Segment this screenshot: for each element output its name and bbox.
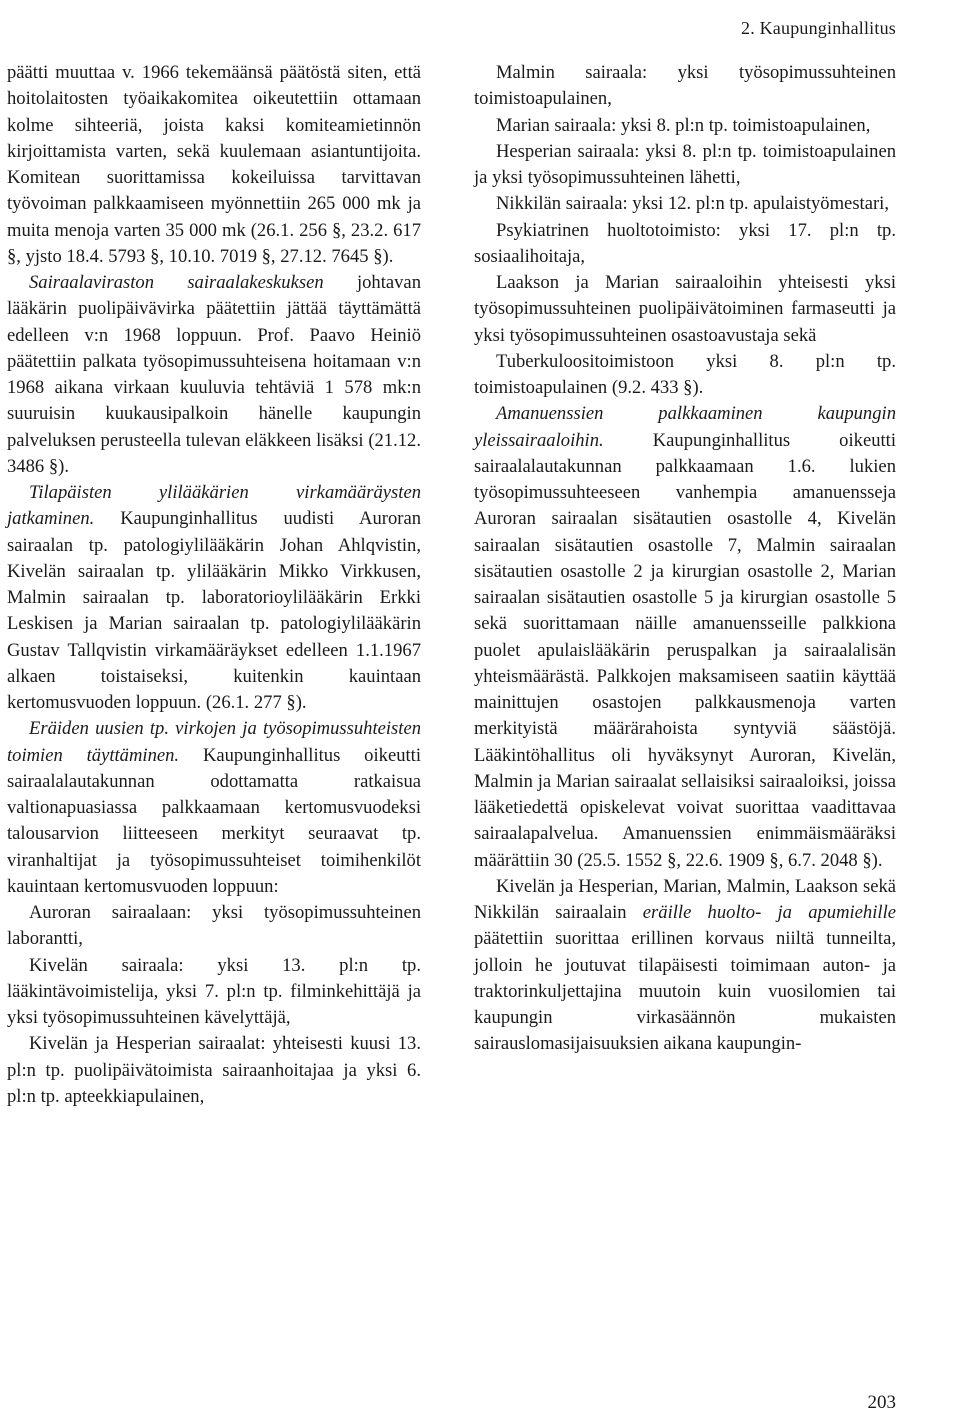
paragraph [7, 1031, 421, 1110]
paragraph [7, 480, 421, 716]
page-number: 203 [867, 1392, 896, 1413]
italic-heading: Tilapäisten ylilääkärien virkamääräysten jatkaminen. [7, 482, 421, 530]
right-column [474, 60, 896, 1058]
paragraph [7, 270, 421, 480]
paragraph [474, 270, 896, 349]
paragraph [474, 349, 896, 402]
paragraph [7, 953, 421, 1032]
paragraph-text: Nikkilän sairaala: yksi 12. pl:n tp. apulaistyömestari, [496, 193, 889, 215]
paragraph [474, 874, 896, 1058]
italic-heading: Amanuenssien palkkaaminen kaupungin yleissairaaloihin. [474, 403, 896, 451]
paragraph-text: Kaupunginhallitus oikeutti sairaalalautakunnan odottamatta ratkaisua valtionapuasiassa palkkaamaan kertomusvuodeksi talousarvion liitteeseen merkityt seuraavat tp. viranhaltijat ja työsopimussuhteiset toimihenkilöt kauintaan kertomusvuoden loppuun: [7, 744, 421, 897]
paragraph [474, 401, 896, 874]
paragraph [474, 60, 896, 113]
paragraph [474, 218, 896, 271]
paragraph-text: Kivelän ja Hesperian, Marian, Malmin, Laakson sekä Nikkilän sairaalain [474, 875, 896, 923]
paragraph [7, 900, 421, 953]
paragraph-text: Kaupunginhallitus uudisti Auroran sairaalan tp. patologiylilääkärin Johan Ahlqvistin, Kivelän sairaalan tp. ylilääkärin Mikko Virkkusen, Malmin sairaalan tp. laboratorioylilääkärin Erkki Leskisen ja Marian sairaalan tp. patologiylilääkärin Gustav Tallqvistin virkamääräykset edelleen 1.1.1967 alkaen toistaiseksi, kuitenkin kauintaan kertomusvuoden loppuun. (26.1. 277 §). [7, 508, 421, 713]
paragraph-text: Tuberkuloositoimistoon yksi 8. pl:n tp. toimistoapulainen (9.2. 433 §). [474, 350, 896, 398]
paragraph-text: päätti muuttaa v. 1966 tekemäänsä päätöstä siten, että hoitolaitosten työaikakomitea oikeutettiin ottamaan kolme sihteeriä, joista kaksi komiteamietinnön kirjoittamista varten, sekä kuulemaan asiantuntijoita. Komitean suorittamissa kokeiluissa tarvittavan työvoiman palkkaamiseen myönnettiin 265 000 mk ja muita menoja varten 35 000 mk (26.1. 256 §, 23.2. 617 §, yjsto 18.4. 5793 §, 10.10. 7019 §, 27.12. 7645 §). [7, 62, 421, 267]
italic-heading: Sairaalaviraston sairaalakeskuksen [29, 272, 324, 293]
paragraph-text: Auroran sairaalaan: yksi työsopimussuhteinen laborantti, [7, 902, 421, 950]
italic-heading: Eräiden uusien tp. virkojen ja työsopimussuhteisten toimien täyttäminen. [7, 718, 421, 766]
paragraph-text: Psykiatrinen huoltotoimisto: yksi 17. pl:n tp. sosiaalihoitaja, [474, 219, 896, 267]
paragraph-text: päätettiin suorittaa erillinen korvaus niiltä tunneilta, jolloin he joutuvat tilapäisesti toimimaan auton- ja traktorinkuljettajina muutoin kuin vuosilomien tai kaupungin virkasäännön mukaisten sairauslomasijaisuuksien aikana kaupungin- [474, 928, 896, 1055]
paragraph-text: Laakson ja Marian sairaaloihin yhteisesti yksi työsopimussuhteinen puolipäivätoiminen farmaseutti ja yksi työsopimussuhteinen osastoavustaja sekä [474, 272, 896, 346]
italic-heading: eräille huolto- ja apumiehille [642, 902, 896, 923]
paragraph-text: Malmin sairaala: yksi työsopimussuhteinen toimistoapulainen, [474, 62, 896, 110]
paragraph-text: Marian sairaala: yksi 8. pl:n tp. toimistoapulainen, [496, 114, 871, 136]
left-column [7, 60, 421, 1110]
paragraph-text: Kaupunginhallitus oikeutti sairaalalautakunnan palkkaamaan 1.6. lukien työsopimussuhteeseen vanhempia amanuensseja Auroran sairaalan sisätautien osastolle 4, Kivelän sairaalan sisätautien osastolle 7, Malmin sairaalan sisätautien osastolle 2 ja kirurgian osastolle 2, Marian sairaalan sisätautien osastolle 5 ja kirurgian osastolle 5 sekä suorittamaan näille amanuensseille palkkiona puolet apulaislääkärin peruspalkan ja sairaalalisän yhteismäärästä. Palkkojen maksamiseen saatiin käyttää mainittujen osastojen palkkausmenoja varten merkityistä määrärahoista syntyviä säästöjä. Lääkintöhallitus oli hyväksynyt Auroran, Kivelän, Malmin ja Marian sairaalat sellaisiksi sairaaloiksi, joissa lääketiedettä opiskelevat voivat suorittaa vaadittavaa sairaalapalvelua. Amanuenssien enimmäismääräksi määrättiin 30 (25.5. 1552 §, 22.6. 1909 §, 6.7. 2048 §). [474, 429, 896, 871]
paragraph-text: johtavan lääkärin puolipäivävirka päätettiin jättää täyttämättä edelleen v:n 1968 loppuun. Prof. Paavo Heiniö päätettiin palkata työsopimussuhteisena hoitamaan v:n 1968 aikana virkaan kuuluvia tehtäviä 1 578 mk:n suuruisin kuukausipalkoin hänelle kaupungin palveluksen perusteella tulevan eläkkeen lisäksi (21.12. 3486 §). [7, 272, 421, 477]
paragraph-text: Hesperian sairaala: yksi 8. pl:n tp. toimistoapulainen ja yksi työsopimussuhteinen lähetti, [474, 140, 896, 188]
paragraph [474, 113, 896, 139]
paragraph-text: Kivelän ja Hesperian sairaalat: yhteisesti kuusi 13. pl:n tp. puolipäivätoimista sairaanhoitajaa ja yksi 6. pl:n tp. apteekkiapulainen, [7, 1033, 421, 1107]
paragraph [474, 191, 896, 217]
paragraph [474, 139, 896, 192]
paragraph-text: Kivelän sairaala: yksi 13. pl:n tp. lääkintävoimistelija, yksi 7. pl:n tp. filminkehittäjä ja yksi työsopimussuhteinen kävelyttäjä, [7, 954, 421, 1028]
running-header: 2. Kaupunginhallitus [741, 18, 896, 38]
paragraph [7, 716, 421, 900]
paragraph [7, 60, 421, 270]
